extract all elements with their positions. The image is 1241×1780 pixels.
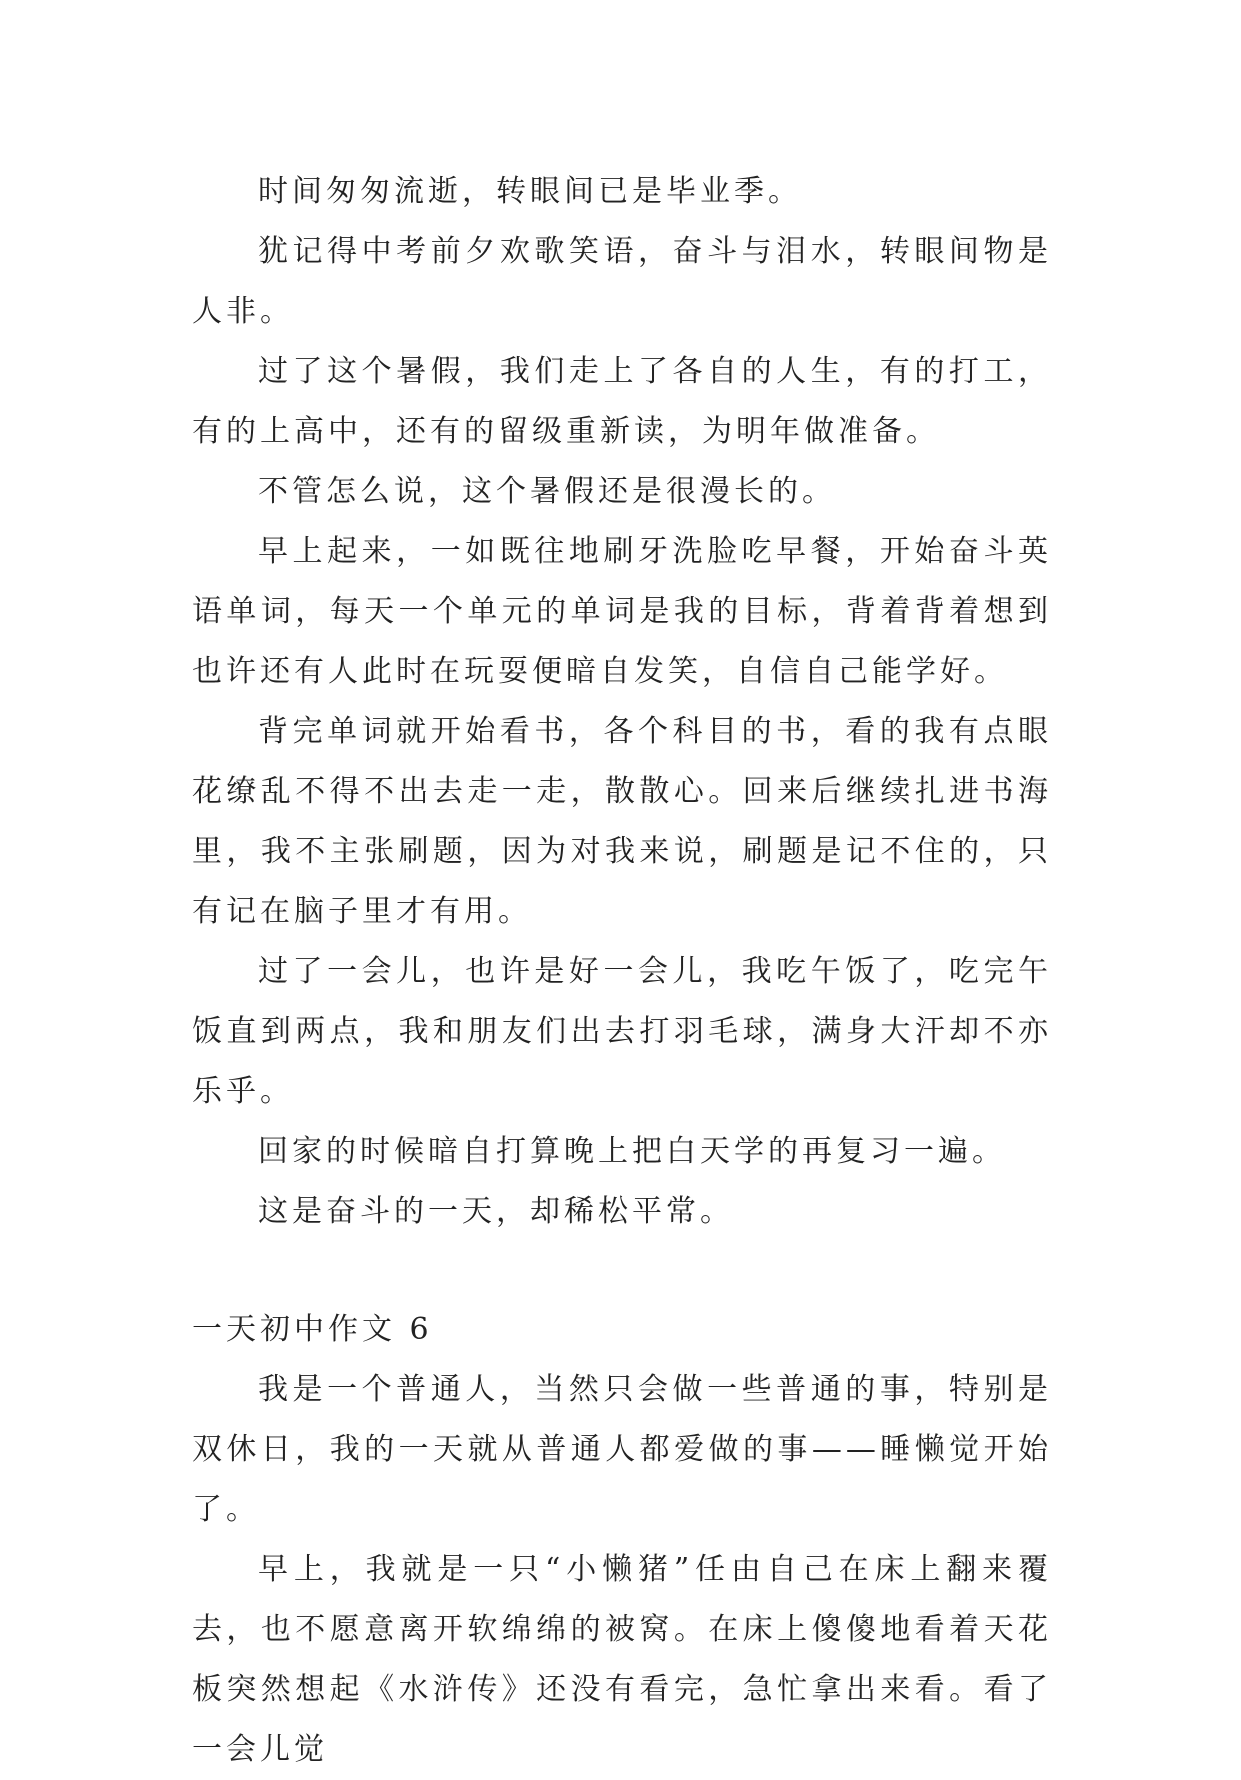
paragraph: 背完单词就开始看书，各个科目的书，看的我有点眼花缭乱不得不出去走一走，散散心。回来后继续扎进书海里，我不主张刷题，因为对我来说，刷题是记不住的，只有记在脑子里才有用。 — [192, 714, 1052, 929]
paragraph: 过了一会儿，也许是好一会儿，我吃午饭了，吃完午饭直到两点，我和朋友们出去打羽毛球，满身大汗却不亦乐乎。 — [192, 954, 1052, 1109]
section-title: 一天初中作文 6 — [192, 1312, 433, 1347]
paragraph: 早上，我就是一只“小懒猪”任由自己在床上翻来覆去，也不愿意离开软绵绵的被窝。在床上傻傻地看着天花板突然想起《水浒传》还没有看完，急忙拿出来看。看了一会儿觉 — [192, 1552, 1052, 1767]
document-body — [192, 162, 1052, 1780]
paragraph: 过了这个暑假，我们走上了各自的人生，有的打工，有的上高中，还有的留级重新读，为明年做准备。 — [192, 354, 1052, 449]
paragraph: 早上起来，一如既往地刷牙洗脸吃早餐，开始奋斗英语单词，每天一个单元的单词是我的目标，背着背着想到也许还有人此时在玩耍便暗自发笑，自信自己能学好。 — [192, 534, 1052, 689]
paragraph: 时间匆匆流逝，转眼间已是毕业季。 — [258, 174, 802, 209]
paragraph: 不管怎么说，这个暑假还是很漫长的。 — [258, 474, 836, 509]
paragraph: 这是奋斗的一天，却稀松平常。 — [258, 1194, 734, 1229]
paragraph: 回家的时候暗自打算晚上把白天学的再复习一遍。 — [258, 1134, 1006, 1169]
paragraph: 犹记得中考前夕欢歌笑语，奋斗与泪水，转眼间物是人非。 — [192, 234, 1052, 329]
paragraph: 我是一个普通人，当然只会做一些普通的事，特别是双休日，我的一天就从普通人都爱做的事——睡懒觉开始了。 — [192, 1372, 1052, 1527]
